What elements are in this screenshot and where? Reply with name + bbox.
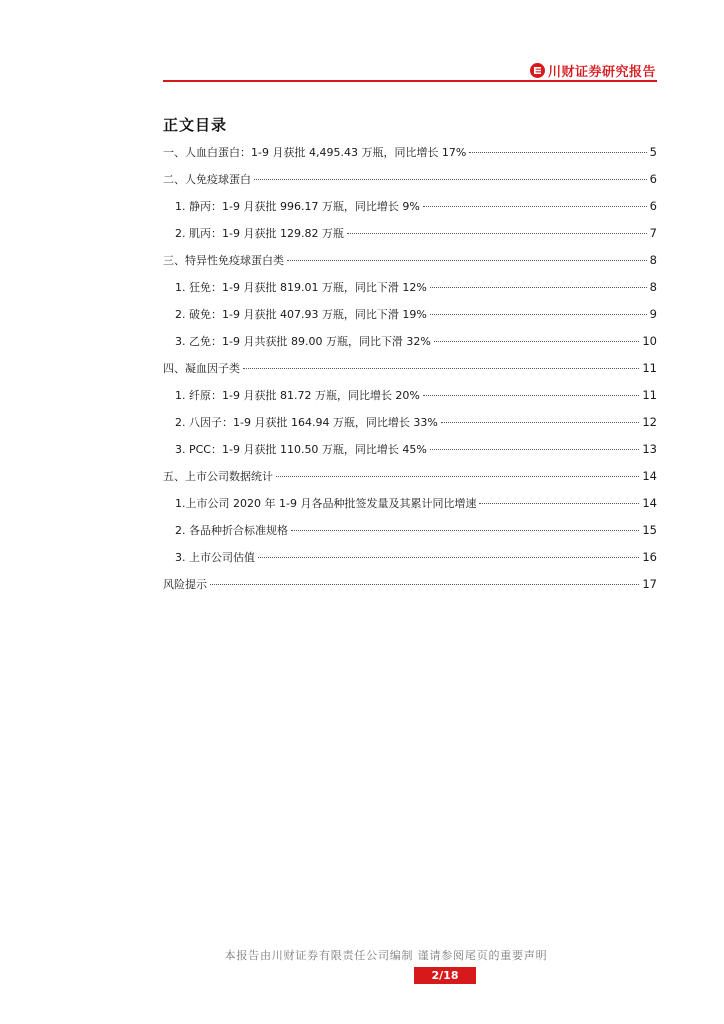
toc-entry-label: 1.上市公司 2020 年 1-9 月各品种批签发量及其累计同比增速 xyxy=(175,497,477,510)
toc-entry-page: 16 xyxy=(642,550,657,564)
toc-entry-page: 6 xyxy=(649,199,657,213)
toc-entry-label: 1. 纤原：1-9 月获批 81.72 万瓶，同比增长 20% xyxy=(175,389,420,402)
page-number-badge: 2/18 xyxy=(414,967,476,984)
toc-leader-dots xyxy=(469,152,646,153)
toc-entry-page: 6 xyxy=(649,172,657,186)
toc-entry-label: 五、上市公司数据统计 xyxy=(163,470,273,483)
report-header-brand xyxy=(530,61,656,80)
toc-entry-page: 13 xyxy=(642,442,657,456)
toc-subentry[interactable] xyxy=(175,279,657,297)
toc-subentry[interactable] xyxy=(175,306,657,324)
toc-subentry[interactable] xyxy=(175,225,657,243)
toc-entry[interactable] xyxy=(163,468,657,486)
toc-entry-page: 15 xyxy=(642,523,657,537)
toc-entry-label: 一、人血白蛋白：1-9 月获批 4,495.43 万瓶，同比增长 17% xyxy=(163,146,467,159)
toc-entry[interactable] xyxy=(163,144,657,162)
toc-entry[interactable] xyxy=(163,360,657,378)
toc-entry-page: 5 xyxy=(649,145,657,159)
toc-leader-dots xyxy=(423,206,647,207)
toc-subentry[interactable] xyxy=(175,414,657,432)
toc-entry-page: 9 xyxy=(649,307,657,321)
toc-leader-dots xyxy=(430,449,639,450)
toc-subentry[interactable] xyxy=(175,522,657,540)
toc-leader-dots xyxy=(254,179,647,180)
toc-entry-page: 11 xyxy=(642,361,657,375)
header-divider xyxy=(163,80,657,82)
toc-entry-page: 17 xyxy=(642,577,657,591)
toc-entry-label: 2. 八因子：1-9 月获批 164.94 万瓶，同比增长 33% xyxy=(175,416,438,429)
toc-leader-dots xyxy=(287,260,647,261)
toc-subentry[interactable] xyxy=(175,387,657,405)
toc-entry-label: 2. 破免：1-9 月获批 407.93 万瓶，同比下滑 19% xyxy=(175,308,427,321)
footer-disclaimer: 本报告由川财证券有限责任公司编制 谨请参阅尾页的重要声明 xyxy=(224,949,548,962)
toc-entry-label: 风险提示 xyxy=(163,578,207,591)
toc-entry-page: 14 xyxy=(642,469,657,483)
toc-leader-dots xyxy=(434,341,639,342)
chuancai-logo-icon xyxy=(530,63,545,78)
toc-entry-page: 12 xyxy=(642,415,657,429)
toc-leader-dots xyxy=(291,530,639,531)
toc-entry-label: 1. 狂免：1-9 月获批 819.01 万瓶，同比下滑 12% xyxy=(175,281,427,294)
toc-entry-label: 3. 乙免：1-9 月共获批 89.00 万瓶，同比下滑 32% xyxy=(175,335,431,348)
toc-entry-label: 三、特异性免疫球蛋白类 xyxy=(163,254,284,267)
toc-subentry[interactable] xyxy=(175,495,657,513)
toc-subentry[interactable] xyxy=(175,198,657,216)
toc-entry-label: 二、人免疫球蛋白 xyxy=(163,173,251,186)
toc-subentry[interactable] xyxy=(175,441,657,459)
toc-subentry[interactable] xyxy=(175,549,657,567)
toc-entry[interactable] xyxy=(163,576,657,594)
toc-entry-page: 8 xyxy=(649,253,657,267)
toc-entry[interactable] xyxy=(163,171,657,189)
toc-leader-dots xyxy=(210,584,639,585)
toc-entry-page: 14 xyxy=(642,496,657,510)
toc-entry-page: 10 xyxy=(642,334,657,348)
toc-entry-label: 2. 各品种折合标准规格 xyxy=(175,524,288,537)
toc-entry-label: 1. 静丙：1-9 月获批 996.17 万瓶，同比增长 9% xyxy=(175,200,420,213)
toc-entry-page: 8 xyxy=(649,280,657,294)
toc-leader-dots xyxy=(441,422,639,423)
toc-leader-dots xyxy=(276,476,639,477)
toc-entry-label: 3. 上市公司估值 xyxy=(175,551,255,564)
toc-subentry[interactable] xyxy=(175,333,657,351)
toc-entry-label: 2. 肌丙：1-9 月获批 129.82 万瓶 xyxy=(175,227,344,240)
toc-entry-page: 11 xyxy=(642,388,657,402)
brand-name: 川财证券研究报告 xyxy=(547,65,656,80)
toc-leader-dots xyxy=(430,314,647,315)
toc-leader-dots xyxy=(243,368,639,369)
toc-entry[interactable] xyxy=(163,252,657,270)
toc-entry-label: 四、凝血因子类 xyxy=(163,362,240,375)
toc-title: 正文目录 xyxy=(163,116,228,134)
toc-leader-dots xyxy=(347,233,647,234)
toc-leader-dots xyxy=(423,395,639,396)
toc-leader-dots xyxy=(430,287,647,288)
toc-entry-label: 3. PCC：1-9 月获批 110.50 万瓶，同比增长 45% xyxy=(175,443,427,456)
toc-leader-dots xyxy=(258,557,639,558)
toc-entry-page: 7 xyxy=(649,226,657,240)
toc-leader-dots xyxy=(479,503,639,504)
